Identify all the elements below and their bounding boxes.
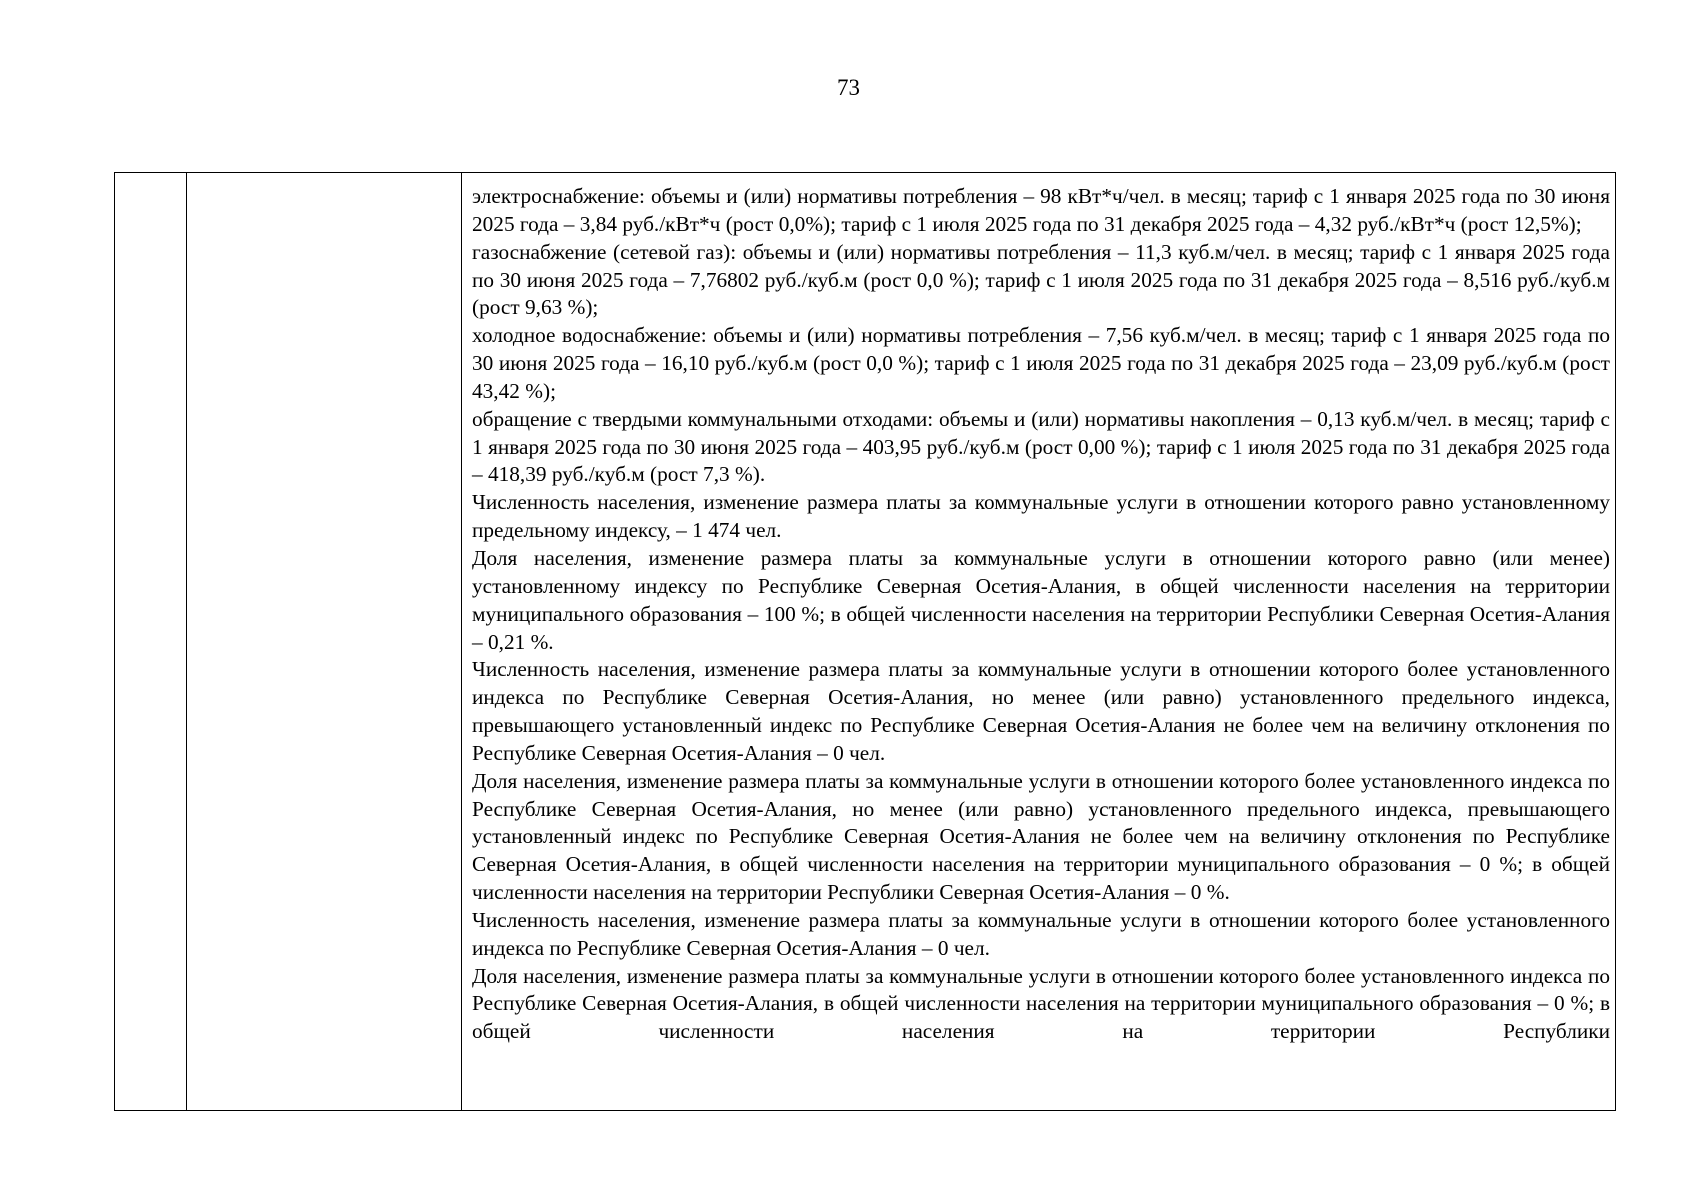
paragraph-gas: газоснабжение (сетевой газ): объемы и (или) нормативы потребления – 11,3 куб.м/чел. в месяц; тариф с 1 января 2025 года по 30 июня 2025 года – 7,76802 руб./куб.м (рост 0,0 %); тариф с 1 июля 2025 года по 31 декабря 2025 года – 8,516 руб./куб.м (рост 9,63 %);: [472, 239, 1610, 320]
paragraph-share-between-indices: Доля населения, изменение размера платы за коммунальные услуги в отношении которого более установленного индекса по Республике Северная Осетия-Алания, но менее (или равно) установленного предельного индекса, превышающего установленный индекс по Республике Северная Осетия-Алания не более чем на величину отклонения по Республике Северная Осетия-Алания, в общей численности населения на территории муниципального образования – 0 %; в общей численности населения на территории Республики Северная Осетия-Алания – 0 %.: [472, 768, 1610, 905]
page-number: 73: [837, 75, 860, 100]
paragraph-share-equal-or-less: Доля населения, изменение размера платы за коммунальные услуги в отношении которого равно (или менее) установленному индексу по Республике Северная Осетия-Алания, в общей численности населения на территории муниципального образования – 100 %; в общей численности населения на территории Республики Северная Осетия-Алания – 0,21 %.: [472, 545, 1610, 654]
table-cell-name: [187, 173, 462, 1111]
paragraph-population-between-indices: Численность населения, изменение размера платы за коммунальные услуги в отношении которого более установленного индекса по Республике Северная Осетия-Алания, но менее (или равно) установленного предельного индекса, превышающего установленный индекс по Республике Северная Осетия-Алания не более чем на величину отклонения по Республике Северная Осетия-Алания – 0 чел.: [472, 657, 1610, 765]
paragraph-population-limit-index: Численность населения, изменение размера платы за коммунальные услуги в отношении которого равно установленному предельному индексу, – 1 474 чел.: [472, 490, 1610, 543]
paragraph-cold-water: холодное водоснабжение: объемы и (или) нормативы потребления – 7,56 куб.м/чел. в месяц; тариф с 1 января 2025 года по 30 июня 2025 года – 16,10 руб./куб.м (рост 0,0 %); тариф с 1 июля 2025 года по 31 декабря 2025 года – 23,09 руб./куб.м (рост 43,42 %);: [472, 323, 1610, 403]
paragraph-electricity: электроснабжение: объемы и (или) нормативы потребления – 98 кВт*ч/чел. в месяц; тариф с 1 января 2025 года по 30 июня 2025 года – 3,84 руб./кВт*ч (рост 0,0%); тариф с 1 июля 2025 года по 31 декабря 2025 года – 4,32 руб./кВт*ч (рост 12,5%);: [472, 184, 1610, 236]
table-cell-number: [115, 173, 187, 1111]
paragraph-share-above-index: Доля населения, изменение размера платы за коммунальные услуги в отношении которого более установленного индекса по Республике Северная Осетия-Алания, в общей численности населения на территории муниципального образования – 0 %; в общей численности населения на территории Республики: [472, 963, 1610, 1044]
paragraph-population-above-index: Численность населения, изменение размера платы за коммунальные услуги в отношении которого более установленного индекса по Республике Северная Осетия-Алания – 0 чел.: [472, 907, 1610, 960]
table-row: [115, 173, 1616, 1111]
document-table: [114, 172, 1616, 1111]
paragraph-solid-waste: обращение с твердыми коммунальными отходами: объемы и (или) нормативы накопления – 0,13 куб.м/чел. в месяц; тариф с 1 января 2025 года по 30 июня 2025 года – 403,95 руб./куб.м (рост 0,00 %); тариф с 1 июля 2025 года по 31 декабря 2025 года – 418,39 руб./куб.м (рост 7,3 %).: [472, 406, 1610, 487]
table-cell-content: [462, 173, 1616, 1111]
